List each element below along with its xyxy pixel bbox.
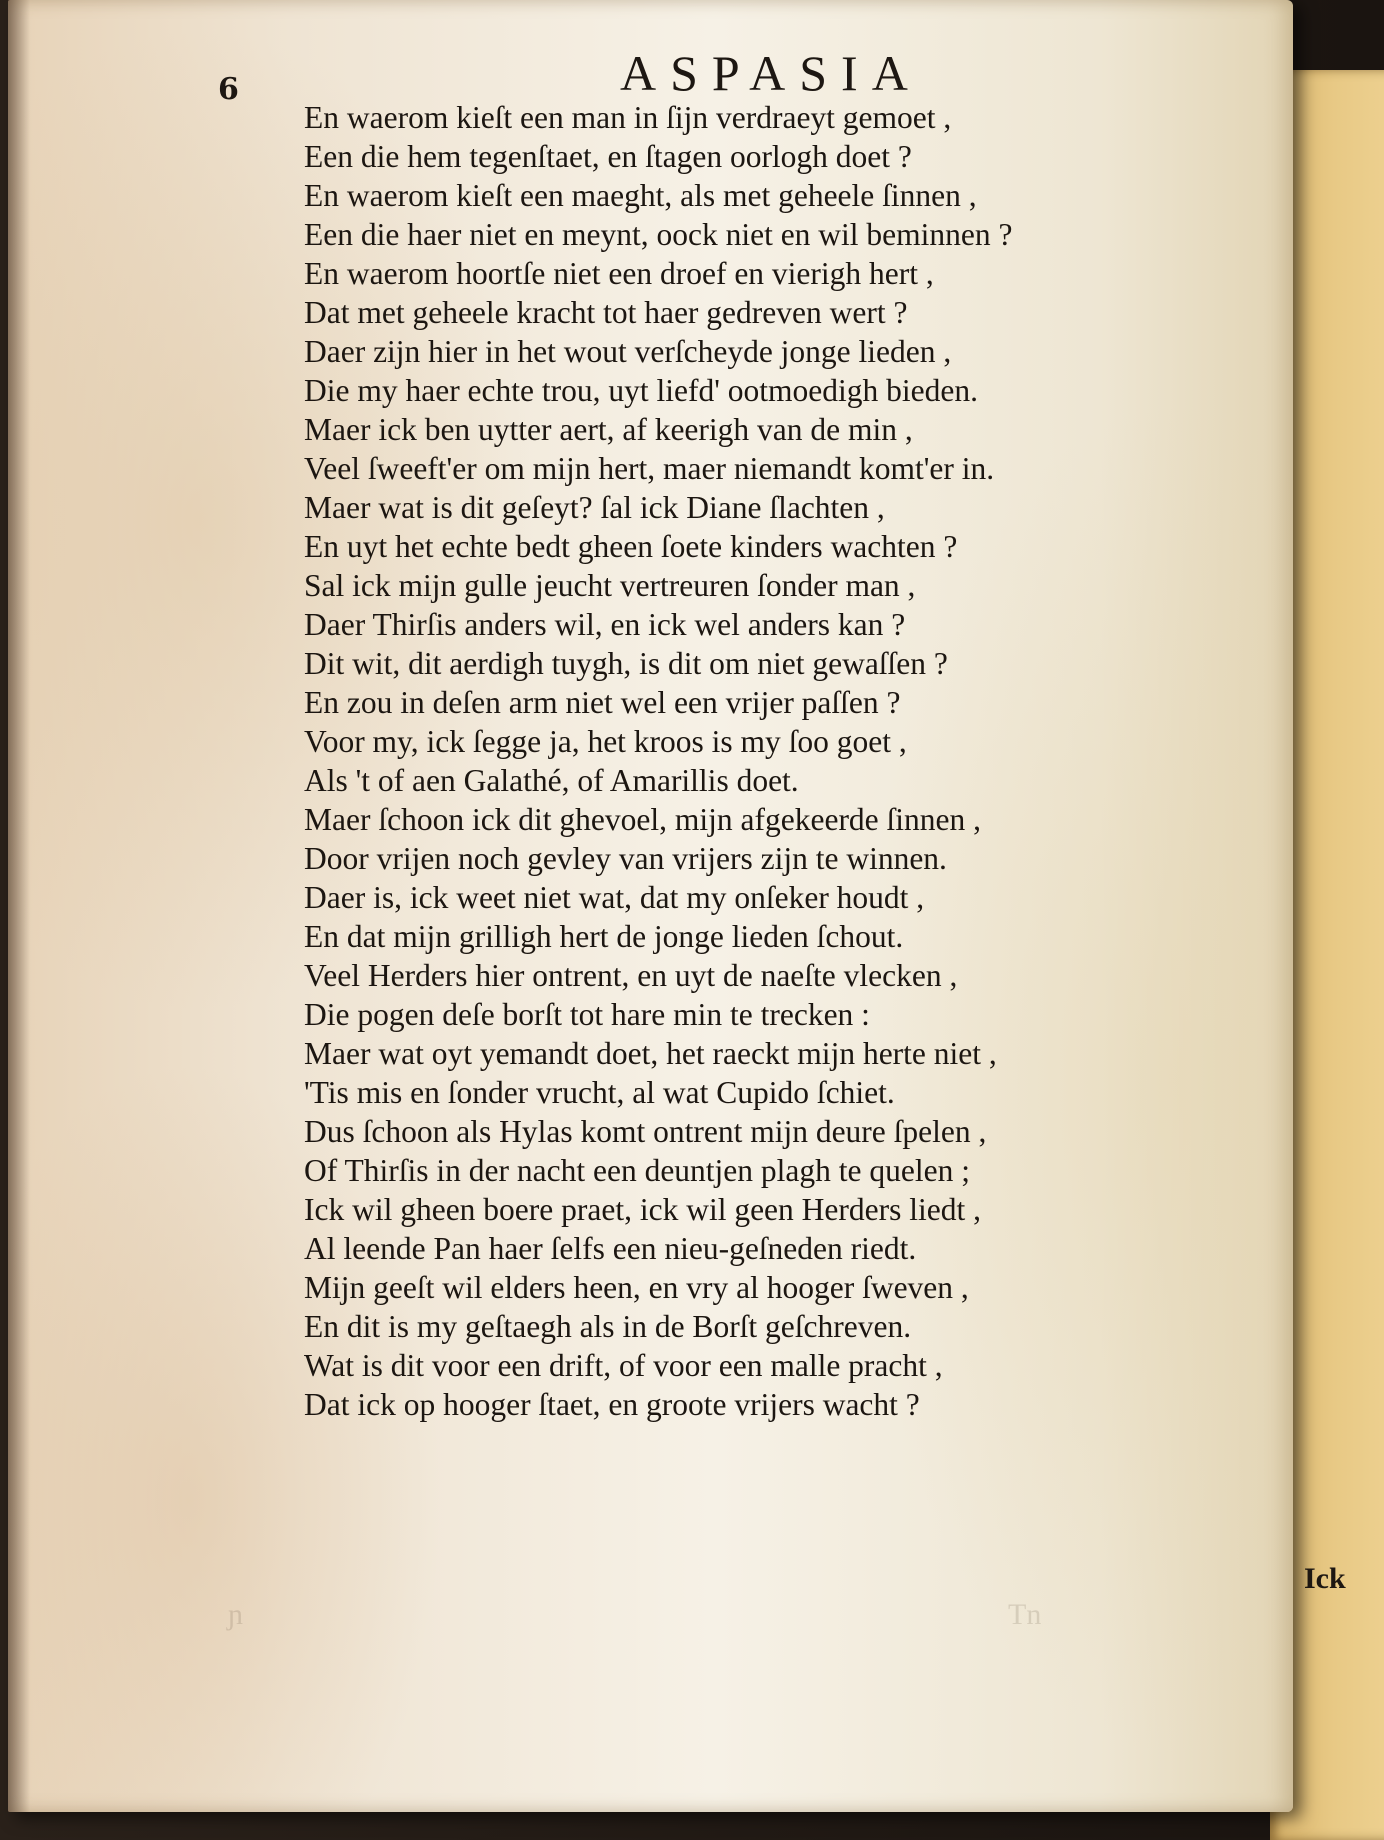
- verse-line: En waerom hoortſe niet een droef en vierigh hert ,: [304, 256, 934, 291]
- verse-line: Een die haer niet en meynt, oock niet en wil beminnen ?: [304, 217, 1013, 252]
- verse-line: En waerom kieſt een man in ſijn verdraeyt gemoet ,: [304, 100, 952, 135]
- verse-line: En dat mijn grilligh hert de jonge lieden ſchout.: [304, 919, 904, 954]
- verse-line: En dit is my geſtaegh als in de Borſt geſchreven.: [304, 1309, 912, 1344]
- verse-line: En zou in deſen arm niet wel een vrijer paſſen ?: [304, 685, 901, 720]
- catchword: Ick: [1304, 1562, 1346, 1595]
- verse-line: En waerom kieſt een maeght, als met geheele ſinnen ,: [304, 178, 977, 213]
- verse-line: Maer wat oyt yemandt doet, het raeckt mijn herte niet ,: [304, 1036, 997, 1071]
- verse-line: Dat met geheele kracht tot haer gedreven wert ?: [304, 295, 908, 330]
- verse-line: Daer is, ick weet niet wat, dat my onſeker houdt ,: [304, 880, 925, 915]
- verse-line: Die pogen deſe borſt tot hare min te trecken :: [304, 997, 870, 1032]
- verse-line: Mijn geeſt wil elders heen, en vry al hooger ſweven ,: [304, 1270, 969, 1305]
- running-head: ASPASIA: [620, 45, 922, 101]
- verse-line: Of Thirſis in der nacht een deuntjen plagh te quelen ;: [304, 1153, 970, 1188]
- verse-line: Daer Thirſis anders wil, en ick wel anders kan ?: [304, 607, 906, 642]
- show-through-mark: Tn: [1008, 1598, 1042, 1631]
- show-through-mark: ɲ: [228, 1598, 243, 1631]
- verse-line: Een die hem tegenſtaet, en ſtagen oorlogh doet ?: [304, 139, 912, 174]
- verse-line: Wat is dit voor een drift, of voor een malle pracht ,: [304, 1348, 943, 1383]
- verse-line: Daer zijn hier in het wout verſcheyde jonge lieden ,: [304, 334, 952, 369]
- verse-line: Ick wil gheen boere praet, ick wil geen Herders liedt ,: [304, 1192, 981, 1227]
- verse-line: Al leende Pan haer ſelfs een nieu-geſneden riedt.: [304, 1231, 917, 1266]
- verse-line: Dit wit, dit aerdigh tuygh, is dit om niet gewaſſen ?: [304, 646, 948, 681]
- verse-line: Maer ſchoon ick dit ghevoel, mijn afgekeerde ſinnen ,: [304, 802, 982, 837]
- verse-line: Voor my, ick ſegge ja, het kroos is my ſoo goet ,: [304, 724, 907, 759]
- verse-line: Maer ick ben uytter aert, af keerigh van de min ,: [304, 412, 913, 447]
- verse-line: Dat ick op hooger ſtaet, en groote vrijers wacht ?: [304, 1387, 920, 1422]
- verse-text: [304, 98, 1224, 1424]
- verse-line: 'Tis mis en ſonder vrucht, al wat Cupido ſchiet.: [304, 1075, 895, 1110]
- page-number: 6: [218, 72, 239, 107]
- book-page: [8, 0, 1346, 1812]
- verse-line: Sal ick mijn gulle jeucht vertreuren ſonder man ,: [304, 568, 916, 603]
- verse-line: Door vrijen noch gevley van vrijers zijn te winnen.: [304, 841, 947, 876]
- verse-line: Als 't of aen Galathé, of Amarillis doet.: [304, 763, 799, 798]
- verse-line: En uyt het echte bedt gheen ſoete kinders wachten ?: [304, 529, 958, 564]
- verse-line: Veel Herders hier ontrent, en uyt de naeſte vlecken ,: [304, 958, 958, 993]
- verse-line: Dus ſchoon als Hylas komt ontrent mijn deure ſpelen ,: [304, 1114, 987, 1149]
- verse-line: Veel ſweeft'er om mijn hert, maer niemandt komt'er in.: [304, 451, 995, 486]
- verse-line: Maer wat is dit geſeyt? ſal ick Diane ſlachten ,: [304, 490, 885, 525]
- verse-line: Die my haer echte trou, uyt liefd' ootmoedigh bieden.: [304, 373, 978, 408]
